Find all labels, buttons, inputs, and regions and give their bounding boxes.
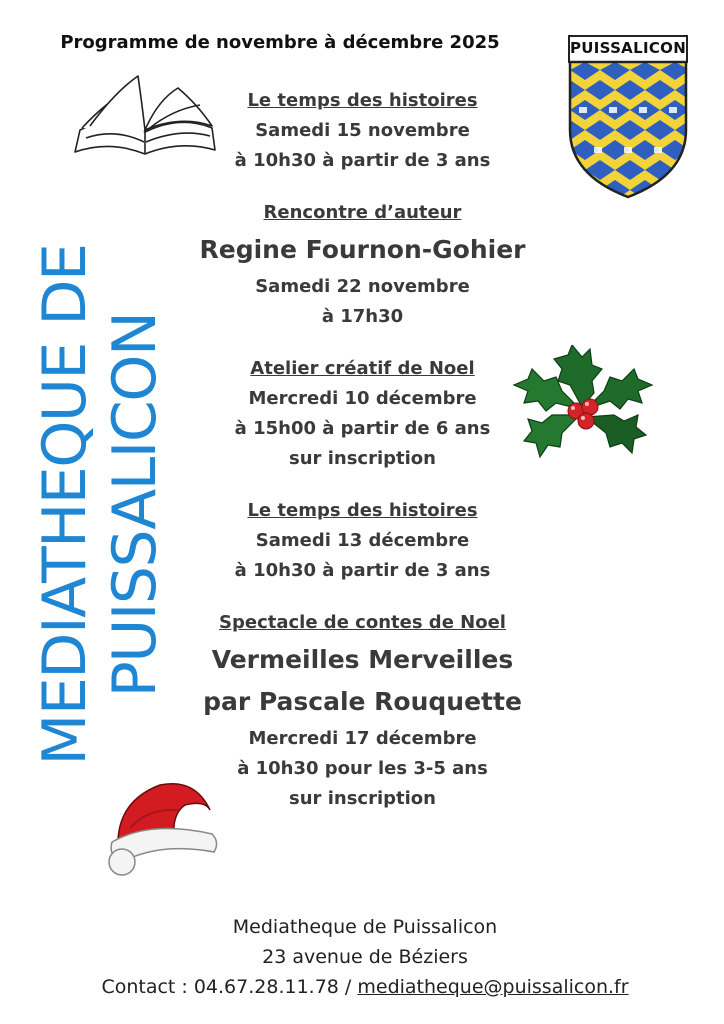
event-line: sur inscription (289, 448, 436, 469)
event-item (175, 354, 550, 474)
event-item (175, 608, 550, 814)
vertical-title-line2: PUISSALICON (100, 312, 170, 698)
event-line: à 17h30 (321, 306, 404, 327)
event-line: à 10h30 à partir de 3 ans (234, 560, 491, 581)
event-line: Mercredi 17 décembre (248, 728, 477, 749)
footer-phone: Contact : 04.67.28.11.78 / (101, 976, 358, 998)
events-list (175, 86, 550, 836)
event-line: à 10h30 pour les 3-5 ans (237, 758, 488, 779)
footer (30, 912, 700, 1002)
event-item (175, 198, 550, 332)
crest-label: PUISSALICON (570, 39, 687, 57)
vertical-title (30, 180, 180, 830)
event-title: Atelier créatif de Noel (250, 358, 475, 379)
header-title: Programme de novembre à décembre 2025 (60, 32, 500, 53)
footer-contact (30, 972, 700, 1002)
event-line: Samedi 15 novembre (255, 120, 470, 141)
event-item (175, 86, 550, 176)
event-title: Rencontre d’auteur (263, 202, 462, 223)
event-line: Samedi 13 décembre (255, 530, 470, 551)
event-title: Le temps des histoires (247, 90, 478, 111)
event-line: Samedi 22 novembre (255, 276, 470, 297)
holly-icon (510, 345, 655, 480)
event-line: Mercredi 10 décembre (248, 388, 477, 409)
event-highlight: Vermeilles Merveilles (211, 645, 514, 674)
event-line: à 10h30 à partir de 3 ans (234, 150, 491, 171)
event-line: sur inscription (289, 788, 436, 809)
footer-email-link[interactable]: mediatheque@puissalicon.fr (357, 976, 629, 998)
event-highlight: Regine Fournon-Gohier (199, 235, 526, 264)
santa-hat-icon (100, 770, 225, 880)
vertical-title-line1: MEDIATHEQUE DE (30, 244, 100, 766)
town-crest (565, 35, 691, 200)
footer-address: 23 avenue de Béziers (262, 946, 468, 968)
event-title: Le temps des histoires (247, 500, 478, 521)
vertical-title-wrap (30, 180, 180, 830)
event-title: Spectacle de contes de Noel (219, 612, 506, 633)
footer-library-name: Mediatheque de Puissalicon (232, 916, 498, 938)
event-line: à 15h00 à partir de 6 ans (234, 418, 491, 439)
event-highlight: par Pascale Rouquette (203, 687, 522, 716)
event-item (175, 496, 550, 586)
